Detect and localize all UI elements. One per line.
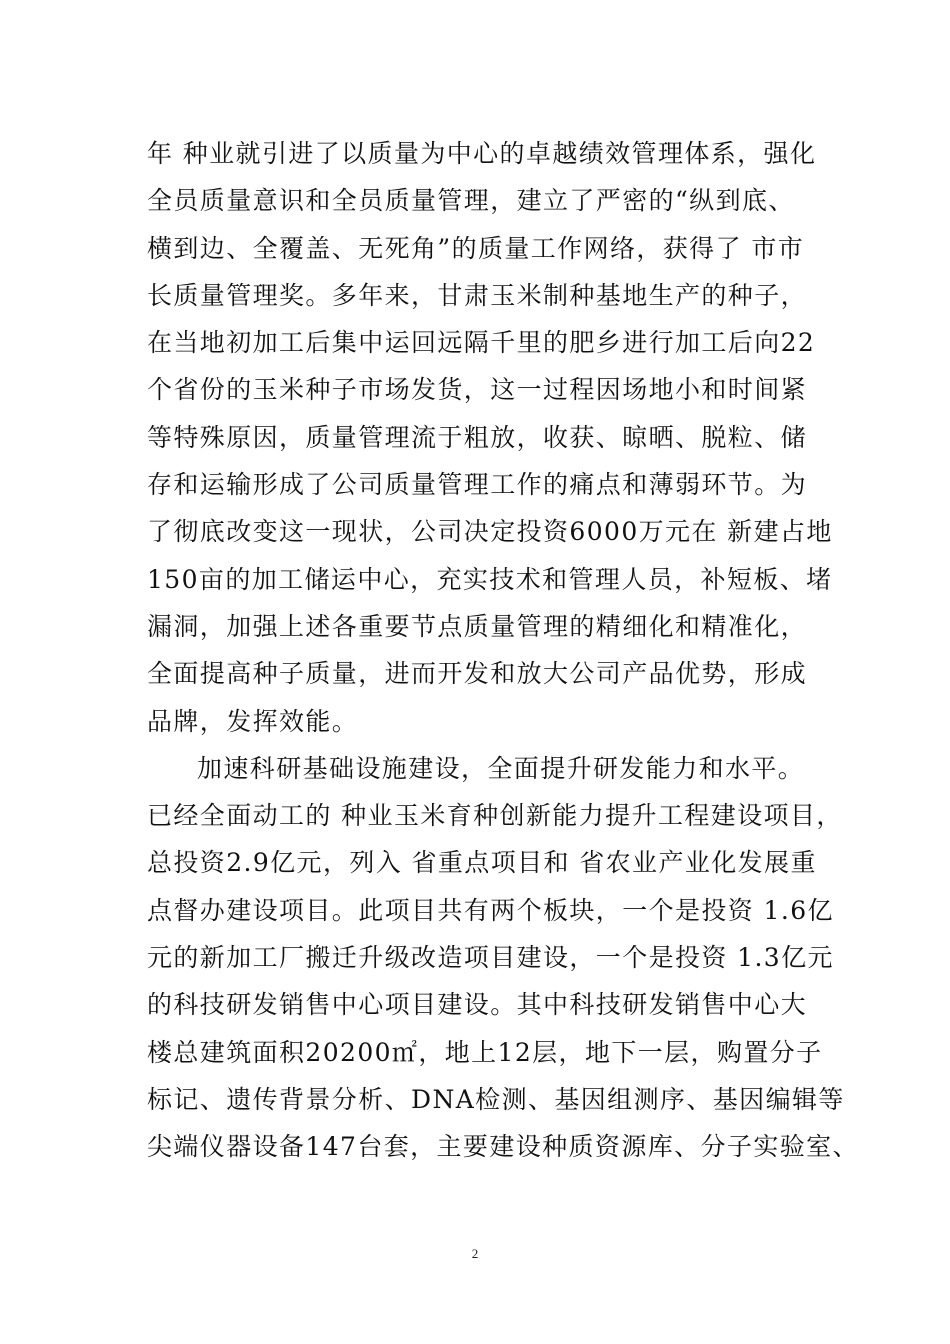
page-number: 2 (471, 1246, 479, 1261)
text-line: 在当地初加工后集中运回远隔千里的肥乡进行加工后向22 (147, 328, 816, 358)
body-text (147, 130, 859, 1171)
paragraph-first-line: 加速科研基础设施建设，全面提升研发能力和水平。 (197, 753, 805, 783)
text-line: 已经全面动工的 种业玉米育种创新能力提升工程建设项目， (147, 801, 843, 831)
text-line: 元的新加工厂搬迁升级改造项目建设，一个是投资 1.3亿元 (147, 943, 834, 973)
text-line: 全员质量意识和全员质量管理，建立了严密的“纵到底、 (147, 186, 795, 216)
text-line: 个省份的玉米种子市场发货，这一过程因场地小和时间紧 (147, 375, 808, 405)
text-line: 150亩的加工储运中心，充实技术和管理人员，补短板、堵 (147, 564, 833, 594)
text-line: 品牌，发挥效能。 (147, 706, 359, 736)
text-line: 了彻底改变这一现状，公司决定投资6000万元在 新建占地 (147, 517, 833, 547)
text-line: 的科技研发销售中心项目建设。其中科技研发销售中心大 (147, 990, 808, 1020)
text-line: 楼总建筑面积20200㎡，地上12层，地下一层，购置分子 (147, 1037, 823, 1067)
text-line: 点督办建设项目。此项目共有两个板块，一个是投资 1.6亿 (147, 895, 834, 925)
text-line: 总投资2.9亿元，列入 省重点项目和 省农业产业化发展重 (147, 848, 817, 878)
text-line: 存和运输形成了公司质量管理工作的痛点和薄弱环节。为 (147, 470, 808, 500)
text-line: 尖端仪器设备147台套，主要建设种质资源库、分子实验室、 (147, 1132, 859, 1162)
text-line: 横到边、全覆盖、无死角”的质量工作网络，获得了 市市 (147, 233, 805, 263)
text-line: 长质量管理奖。多年来，甘肃玉米制种基地生产的种子， (147, 280, 808, 310)
text-line: 全面提高种子质量，进而开发和放大公司产品优势，形成 (147, 659, 808, 689)
text-line: 漏洞，加强上述各重要节点质量管理的精细化和精准化， (147, 611, 808, 641)
text-line: 等特殊原因，质量管理流于粗放，收获、晾晒、脱粒、储 (147, 422, 808, 452)
text-line: 年 种业就引进了以质量为中心的卓越绩效管理体系，强化 (147, 139, 817, 168)
text-line: 标记、遗传背景分析、DNA检测、基因组测序、基因编辑等 (147, 1084, 845, 1114)
